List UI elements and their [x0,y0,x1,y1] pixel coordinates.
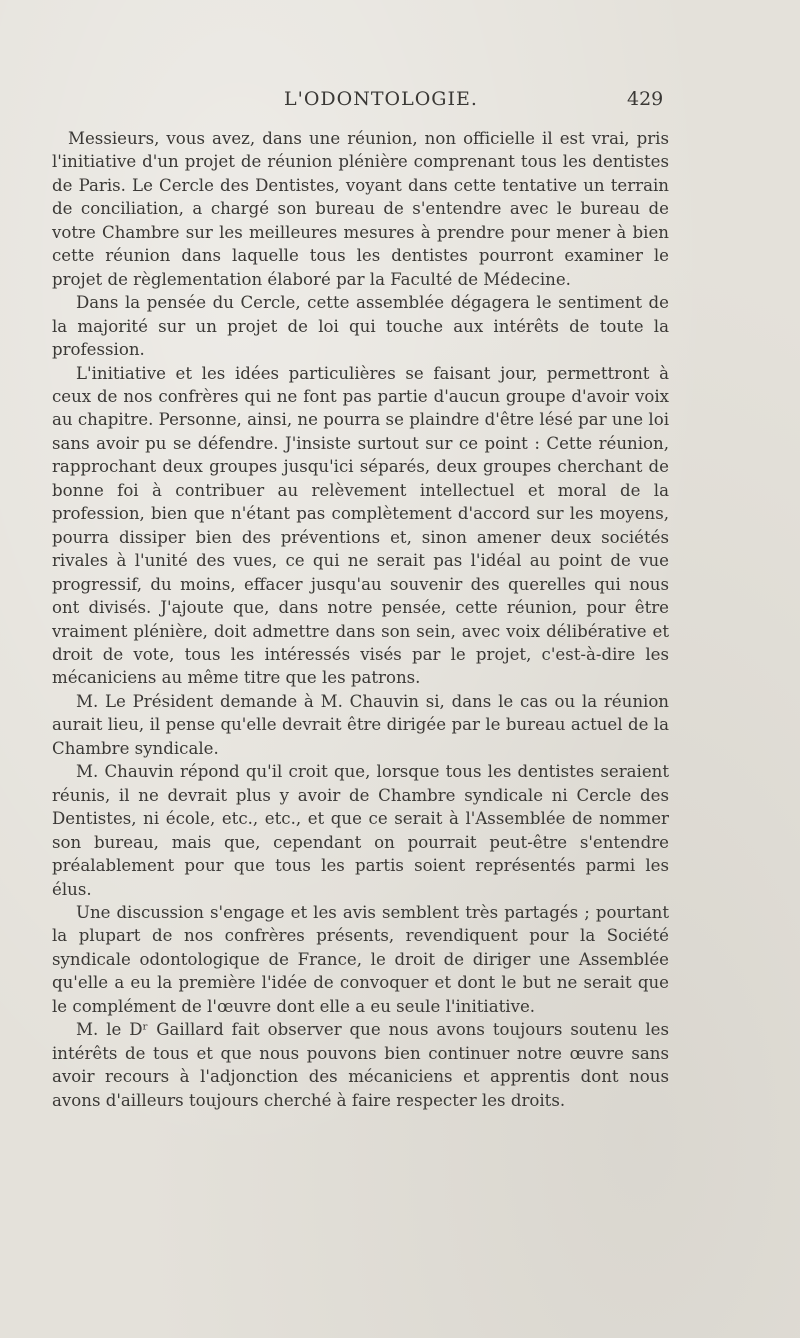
paragraph-5: M. Chauvin répond qu'il croit que, lorsque tous les dentistes seraient réunis, il ne devrait plus y avoir de Chambre syndicale ni Cercle des Dentistes, ni école, etc., etc., et que ce serait à l'Assemblée de nommer son bureau, mais que, cependant on pourrait peut-être s'entendre préalablement pour que tous les partis soient représentés parmi les élus. [52,762,669,899]
paragraph-2: Dans la pensée du Cercle, cette assemblée dégagera le sentiment de la majorité sur un projet de loi qui touche aux intérêts de toute la profession. [52,293,669,360]
running-header [0,88,800,118]
journal-title: L'ODONTOLOGIE. [284,88,478,110]
paragraph-4: M. Le Président demande à M. Chauvin si, dans le cas ou la réunion aurait lieu, il pense qu'elle devrait être dirigée par le bureau actuel de la Chambre syndicale. [52,691,669,758]
paragraph-3: L'initiative et les idées particulières se faisant jour, permettront à ceux de nos confrères qui ne font pas partie d'aucun groupe d'avoir voix au chapitre. Personne, ainsi, ne pourra se plaindre d'être lésé par une loi sans avoir pu se défendre. J'insiste surtout sur ce point : Cette réunion, rapprochant deux groupes jusqu'ici séparés, deux groupes cherchant de bonne foi à contribuer au relèvement intellectuel et moral de la profession, bien que n'étant pas complètement d'accord sur les moyens, pourra dissiper bien des préventions et, sinon amener deux sociétés rivales à l'unité des vues, ce qui ne serait pas l'idéal au point de vue progressif, du moins, effacer jusqu'au souvenir des querelles qui nous ont divisés. J'ajoute que, dans notre pensée, cette réunion, pour être vraiment plénière, doit admettre dans son sein, avec voix délibérative et droit de vote, tous les intéressés visés par le projet, c'est-à-dire les mécaniciens au même titre que les patrons. [52,363,669,688]
body-text [52,127,669,1112]
paragraph-6: Une discussion s'engage et les avis semblent très partagés ; pourtant la plupart de nos confrères présents, revendiquent pour la Société syndicale odontologique de France, le droit de diriger une Assemblée qu'elle a eu la première l'idée de convoquer et dont le but ne serait que le complément de l'œuvre dont elle a eu seule l'initiative. [52,902,669,1016]
page-number: 429 [627,88,664,110]
paragraph-7: M. le Dʳ Gaillard fait observer que nous avons toujours soutenu les intérêts de tous et que nous pouvons bien continuer notre œuvre sans avoir recours à l'adjonction des mécaniciens et apprentis dont nous avons d'ailleurs toujours cherché à faire respecter les droits. [52,1020,669,1110]
paragraph-1: Messieurs, vous avez, dans une réunion, non officielle il est vrai, pris l'initiative d'un projet de réunion plénière comprenant tous les dentistes de Paris. Le Cercle des Dentistes, voyant dans cette tentative un terrain de conciliation, a chargé son bureau de s'entendre avec le bureau de votre Chambre sur les meilleures mesures à prendre pour mener à bien cette réunion dans laquelle tous les dentistes pourront examiner le projet de règlementation élaboré par la Faculté de Médecine. [52,129,669,289]
